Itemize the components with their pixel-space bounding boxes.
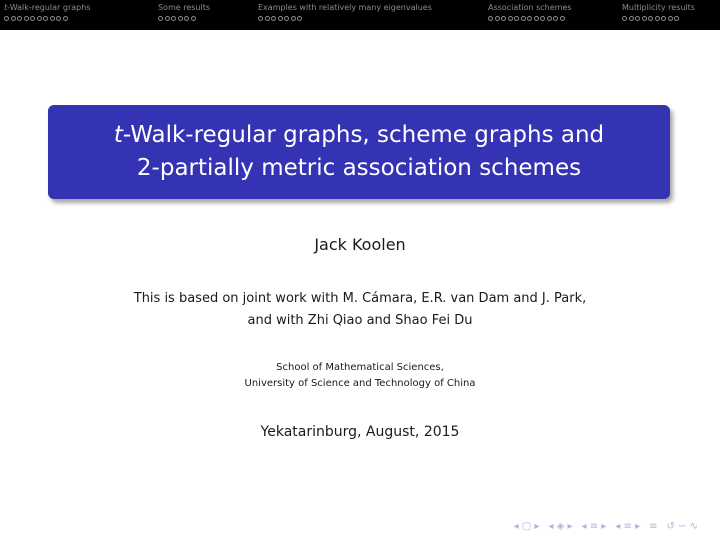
frame-dot[interactable] <box>11 16 16 21</box>
frame-dot[interactable] <box>514 16 519 21</box>
title-line-1-text: -Walk-regular graphs, scheme graphs and <box>122 122 605 148</box>
appendix-nav-icon[interactable]: ≡ <box>649 521 658 532</box>
nav-section-association-schemes[interactable] <box>488 3 572 21</box>
frame-dot[interactable] <box>648 16 653 21</box>
joint-work-line-1: This is based on joint work with M. Cámara, E.R. van Dam and J. Park, <box>133 291 587 306</box>
frame-dot[interactable] <box>642 16 647 21</box>
title-line-1 <box>114 119 604 152</box>
frame-dot[interactable] <box>668 16 673 21</box>
navigation-bar <box>0 0 720 30</box>
frame-dot[interactable] <box>37 16 42 21</box>
nav-section-multiplicity-results[interactable] <box>622 3 695 21</box>
search-back-forward-icon[interactable]: ↺ ∽ ∿ <box>666 521 698 532</box>
frame-dot[interactable] <box>501 16 506 21</box>
nav-section-some-results[interactable] <box>158 3 210 21</box>
frame-dot[interactable] <box>521 16 526 21</box>
frame-dot[interactable] <box>258 16 263 21</box>
nav-dots <box>4 16 90 21</box>
frame-dot[interactable] <box>540 16 545 21</box>
institution-line-2: University of Science and Technology of China <box>244 378 476 389</box>
beamer-navigation-symbols <box>514 521 698 532</box>
frame-dot[interactable] <box>50 16 55 21</box>
frame-dot[interactable] <box>553 16 558 21</box>
frame-dot[interactable] <box>171 16 176 21</box>
nav-section-t-walk-regular[interactable] <box>4 3 90 21</box>
frame-dot[interactable] <box>495 16 500 21</box>
frame-dot[interactable] <box>527 16 532 21</box>
subsection-nav-icon[interactable]: ◂ ◈ ▸ <box>548 521 573 532</box>
title-box <box>48 105 670 199</box>
nav-label-italic: t <box>4 3 8 12</box>
frame-dot[interactable] <box>271 16 276 21</box>
frame-dot[interactable] <box>547 16 552 21</box>
nav-dots <box>622 16 695 21</box>
document-nav-icon[interactable]: ◂ ≡ ▸ <box>615 521 641 532</box>
institution <box>0 360 720 392</box>
frame-dot[interactable] <box>30 16 35 21</box>
frame-dot[interactable] <box>158 16 163 21</box>
frame-dot[interactable] <box>635 16 640 21</box>
nav-dots <box>488 16 572 21</box>
joint-work <box>0 288 720 332</box>
frame-dot[interactable] <box>17 16 22 21</box>
nav-dots <box>258 16 432 21</box>
frame-dot[interactable] <box>488 16 493 21</box>
frame-dot[interactable] <box>43 16 48 21</box>
frame-dot[interactable] <box>291 16 296 21</box>
frame-dot[interactable] <box>534 16 539 21</box>
nav-section-examples[interactable] <box>258 3 432 21</box>
frame-dot[interactable] <box>284 16 289 21</box>
frame-dot[interactable] <box>265 16 270 21</box>
frame-nav-icon[interactable]: ◂ ▢ ▸ <box>513 521 540 532</box>
frame-dot[interactable] <box>4 16 9 21</box>
frame-dot[interactable] <box>622 16 627 21</box>
institution-line-1: School of Mathematical Sciences, <box>276 362 444 373</box>
frame-dot[interactable] <box>24 16 29 21</box>
frame-dot[interactable] <box>508 16 513 21</box>
nav-label: -Walk-regular graphs <box>7 3 91 12</box>
frame-dot[interactable] <box>674 16 679 21</box>
frame-dot[interactable] <box>63 16 68 21</box>
frame-dot[interactable] <box>278 16 283 21</box>
frame-dot[interactable] <box>165 16 170 21</box>
section-nav-icon[interactable]: ◂ ≡ ▸ <box>581 521 607 532</box>
frame-dot[interactable] <box>184 16 189 21</box>
frame-dot[interactable] <box>56 16 61 21</box>
joint-work-line-2: and with Zhi Qiao and Shao Fei Du <box>247 313 473 328</box>
place-date: Yekatarinburg, August, 2015 <box>260 424 460 440</box>
author-name: Jack Koolen <box>314 235 406 254</box>
nav-label: Association schemes <box>488 3 572 12</box>
title-line-2: 2-partially metric association schemes <box>136 155 582 181</box>
title-italic-t: t <box>113 122 123 148</box>
nav-label: Some results <box>158 3 211 12</box>
frame-dot[interactable] <box>661 16 666 21</box>
frame-dot[interactable] <box>655 16 660 21</box>
nav-label: Multiplicity results <box>622 3 695 12</box>
nav-dots <box>158 16 210 21</box>
nav-label: Examples with relatively many eigenvalues <box>258 3 432 12</box>
frame-dot[interactable] <box>560 16 565 21</box>
frame-dot[interactable] <box>191 16 196 21</box>
frame-dot[interactable] <box>178 16 183 21</box>
frame-dot[interactable] <box>629 16 634 21</box>
frame-dot[interactable] <box>297 16 302 21</box>
